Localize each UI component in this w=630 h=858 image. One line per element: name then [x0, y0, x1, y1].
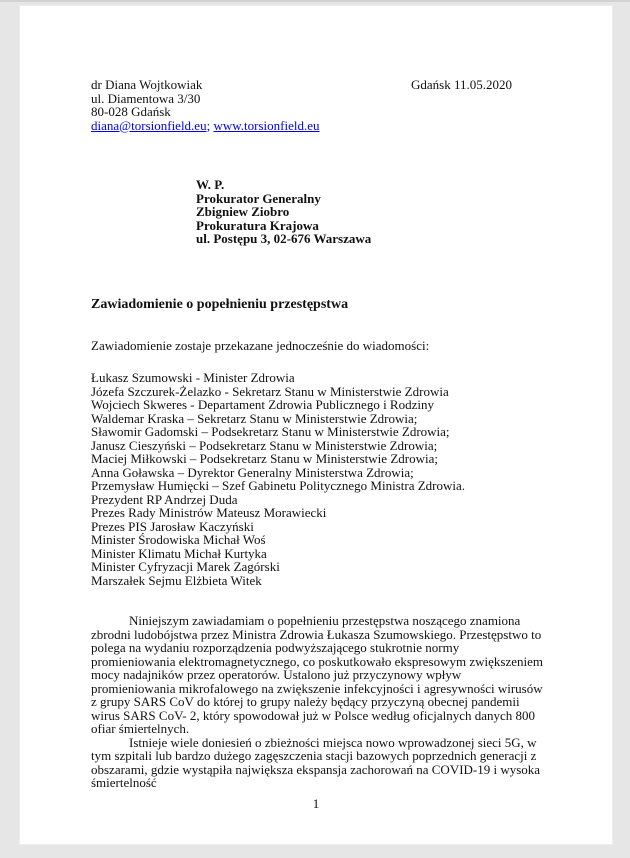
- sender-address-line-2: 80-028 Gdańsk: [91, 104, 171, 119]
- email-link[interactable]: diana@torsionfield.eu: [91, 117, 207, 133]
- cc-list-item: Maciej Miłkowski – Podsekretarz Stanu w Ministerstwie Zdrowia;: [91, 451, 438, 466]
- document-title: Zawiadomienie o popełnieniu przestępstwa: [91, 296, 349, 312]
- cc-list-item: Wojciech Skweres - Departament Zdrowia Publicznego i Rodziny: [91, 397, 434, 412]
- recipient-line: ul. Postępu 3, 02-676 Warszawa: [196, 231, 372, 246]
- recipient-line: W. P.: [196, 177, 225, 192]
- sender-address-line-1: ul. Diamentowa 3/30: [91, 90, 201, 106]
- cc-list-item: Józefa Szczurek-Żelazko - Sekretarz Stanu w Ministerstwie Zdrowia: [91, 383, 449, 399]
- cc-list-item: Prezes Rady Ministrów Mateusz Morawiecki: [91, 505, 327, 520]
- cc-list-item: Waldemar Kraska – Sekretarz Stanu w Ministerstwie Zdrowia;: [91, 410, 418, 426]
- cc-intro: Zawiadomienie zostaje przekazane jednocześnie do wiadomości:: [91, 337, 430, 353]
- body-paragraphs: [91, 614, 546, 790]
- cc-list-item: Prezes PIS Jarosław Kaczyński: [91, 518, 254, 534]
- cc-list-item: Sławomir Gadomski – Podsekretarz Stanu w Ministerstwie Zdrowia;: [91, 424, 450, 439]
- recipient-block: [196, 178, 546, 246]
- recipient-line: Prokuratura Krajowa: [196, 217, 319, 233]
- cc-list-item: Przemysław Humięcki – Szef Gabinetu Politycznego Ministra Zdrowia.: [91, 478, 466, 493]
- recipient-line: Zbigniew Ziobro: [196, 204, 290, 219]
- cc-list-item: Prezydent RP Andrzej Duda: [91, 491, 238, 507]
- cc-list: [91, 371, 546, 587]
- body-paragraph: Niniejszym zawiadamiam o popełnieniu przestępstwa noszącego znamiona zbrodni ludobójstwa przez Ministra Zdrowia Łukasza Szumowskiego. Przestępstwo to polega na wydaniu rozporządzenia podwyższającego stukrotnie normy promieniowania elektromagnetycznego, co poskutkowało ekspresowym zwiększeniem mocy nadajników przez operatorów. Ustalono już przyczynowy wpływ promieniowania mikrofalowego na zwiększenie infekcyjności i agresywności wirusów z grupy SARS CoV do której to grupy należy będący przyczyną obecnej pandemii wirus SARS CoV- 2, który spowodował już w Polsce według oficjalnych danych 800 ofiar śmiertelnych.: [91, 613, 543, 736]
- recipient-line: Prokurator Generalny: [196, 190, 321, 206]
- cc-list-item: Anna Goławska – Dyrektor Generalny Ministerstwa Zdrowia;: [91, 464, 414, 480]
- cc-list-item: Janusz Cieszyński – Podsekretarz Stanu w Ministerstwie Zdrowia;: [91, 437, 438, 453]
- sender-name: dr Diana Wojtkowiak: [91, 77, 203, 92]
- sender-contact-line: [91, 119, 546, 133]
- link-separator: ;: [206, 117, 214, 133]
- dateline: Gdańsk 11.05.2020: [411, 77, 512, 92]
- letterhead: [91, 78, 546, 132]
- website-link[interactable]: www.torsionfield.eu: [213, 117, 320, 133]
- document-page: [19, 5, 613, 845]
- page-number: 1: [312, 795, 320, 811]
- cc-list-item: Minister Cyfryzacji Marek Zagórski: [91, 559, 280, 574]
- cc-list-item: Łukasz Szumowski - Minister Zdrowia: [91, 370, 295, 385]
- body-paragraph: Istnieje wiele doniesień o zbieżności miejsca nowo wprowadzonej sieci 5G, w tym szpitali lub bardzo dużego zagęszczenia stacji bazowych poprzednich generacji z obszarami, gdzie wystąpiła największa ekspansja zachorowań na COVID-19 i wysoka śmiertelność: [91, 734, 541, 790]
- cc-list-item: Minister Klimatu Michał Kurtyka: [91, 545, 267, 561]
- viewer-top-edge: [0, 0, 630, 2]
- cc-list-item: Marszałek Sejmu Elżbieta Witek: [91, 572, 262, 588]
- cc-list-item: Minister Środowiska Michał Woś: [91, 532, 266, 547]
